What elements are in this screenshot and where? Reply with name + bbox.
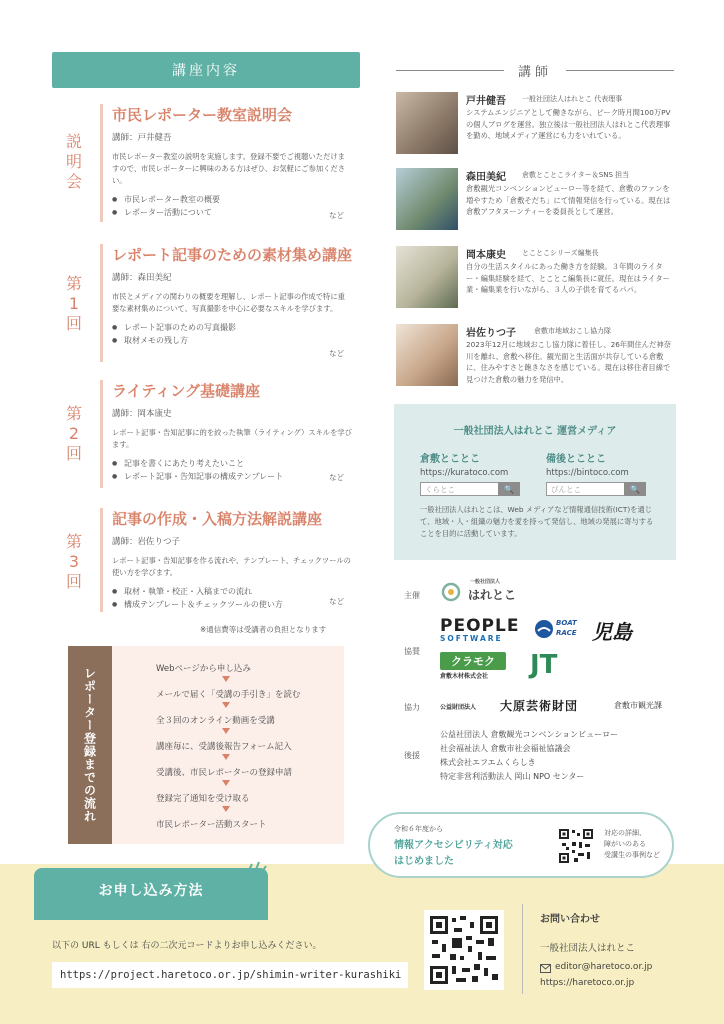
- media-bintoco: [546, 450, 666, 496]
- instructor-bio: システムエンジニアとして働きながら、ピーク時月間100万PVの個人ブログを運営。独立後は一般社団法人はれとこ代表理事を勤め、地域メディア運営にも力をいれている。: [466, 108, 671, 140]
- contact-email-link[interactable]: editor@haretoco.or.jp: [555, 962, 653, 972]
- list-item: ● 取材・執筆・校正・入稿までの流れ: [112, 585, 352, 598]
- instructor-photo: [396, 92, 458, 154]
- course-etc: など: [329, 597, 344, 606]
- flow-step: 全３回のオンライン動画を受講: [156, 716, 275, 726]
- course-topics: [112, 193, 352, 219]
- instructor-name: 戸井健吾: [466, 96, 506, 107]
- fee-note: ※通信費等は受講者の負担となります: [200, 625, 327, 634]
- course-block-2: [52, 380, 352, 490]
- kuramoku-logo: クラモク 倉敷木材株式会社: [440, 652, 520, 682]
- instructor-role: 一般社団法人はれとこ 代表理事: [522, 95, 623, 103]
- media-title: 一般社団法人はれとこ 運営メディア: [453, 426, 617, 437]
- flow-arrow-icon: [222, 780, 230, 786]
- apply-url-link[interactable]: https://project.haretoco.or.jp/shimin-writer-kurashiki: [52, 962, 408, 988]
- accessibility-title: 情報アクセシビリティ対応: [394, 840, 513, 851]
- course-etc: など: [329, 473, 344, 482]
- jt-logo: JT: [530, 650, 558, 680]
- accessibility-qr-code[interactable]: [558, 828, 594, 864]
- course-instructor: 講師：森田美紀: [112, 273, 172, 283]
- apply-header: お申し込み方法: [34, 868, 268, 912]
- course-title: レポート記事のための素材集め講座: [112, 246, 353, 264]
- course-block-1: [52, 244, 352, 364]
- ohara-prefix: 公益財団法人: [440, 704, 477, 711]
- flow-arrow-icon: [222, 702, 230, 708]
- search-icon[interactable]: 🔍: [624, 482, 646, 496]
- course-section-header: 講座内容: [52, 52, 360, 88]
- registration-flow: [112, 646, 344, 844]
- course-title: 市民レポーター教室説明会: [112, 106, 293, 124]
- course-side-label: 第 3 回: [65, 532, 82, 591]
- support-label: 後援: [404, 751, 420, 760]
- instructor-role: 倉敷とことこライター＆SNS 担当: [522, 171, 630, 179]
- contact-divider: [522, 904, 523, 994]
- course-divider: [100, 380, 103, 488]
- ohara-logo: 大原芸術財団: [500, 699, 579, 713]
- flow-arrow-icon: [222, 754, 230, 760]
- course-divider: [100, 508, 103, 612]
- contact-web-link[interactable]: https://haretoco.or.jp: [540, 978, 635, 988]
- instructor-name: 岡本康史: [466, 250, 506, 261]
- flow-step: メールで届く「受講の手引き」を読む: [156, 690, 301, 700]
- instructor-bio: 倉敷観光コンベンションビューロー等を経て、倉敷のファンを増やすため「倉敷そだち」にて情報発信を行っている。現在は倉敷アフタヌーンティーを委員長として運営。: [466, 184, 671, 216]
- accessibility-title-2: はじめました: [394, 856, 454, 867]
- organizer-name: はれとこ: [468, 588, 517, 602]
- accessibility-bubble: [368, 812, 674, 878]
- organizer-label: 主催: [404, 591, 420, 600]
- course-instructor: 講師：戸井健吾: [112, 133, 172, 143]
- list-item: 社会福祉法人 倉敷市社会福祉協議会: [440, 744, 571, 753]
- flow-step: 登録完了通知を受け取る: [156, 794, 250, 804]
- instructor-header: 講師: [396, 60, 674, 80]
- course-instructor: 講師：岡本康史: [112, 409, 172, 419]
- course-title: ライティング基礎講座: [112, 382, 261, 400]
- course-title: 記事の作成・入稿方法解説講座: [112, 510, 323, 528]
- list-item: 株式会社エフエムくらしき: [440, 758, 536, 767]
- contact-title: お問い合わせ: [540, 914, 600, 925]
- course-etc: など: [329, 349, 344, 358]
- media-box: [394, 404, 676, 560]
- instructor-card: [396, 246, 674, 310]
- course-divider: [100, 104, 103, 222]
- list-item: ● 記事を書くにあたり考えたいこと: [112, 457, 352, 470]
- course-description: 市民とメディアの関わりの概要を理解し、レポート記事の作成で特に重要な素材集めについて、写真撮影を中心に必要なスキルを学びます。: [112, 292, 345, 313]
- cosponsor-label: 協賛: [404, 647, 420, 656]
- list-item: 特定非営利活動法人 岡山 NPO センター: [440, 772, 585, 781]
- instructor-role: 倉敷市地域おこし協力隊: [534, 327, 611, 335]
- course-topics: [112, 585, 352, 611]
- instructor-photo: [396, 246, 458, 308]
- course-description: 市民レポーター教室の説明を実施します。登録不要でご視聴いただけますので、市民レポーターに興味のある方はぜひ、お気軽にご参加ください。: [112, 152, 346, 185]
- list-item: ● 取材メモの残し方: [112, 334, 352, 347]
- flow-step: 受講後、市民レポーターの登録申請: [156, 768, 293, 778]
- cooperation-label: 協力: [404, 703, 420, 712]
- course-block-3: [52, 508, 352, 614]
- haretoco-logo-icon: [440, 581, 462, 603]
- course-side-label: 第 1 回: [65, 274, 82, 333]
- course-side-label: 第 2 回: [65, 404, 82, 463]
- sparkle-decoration-icon: [246, 858, 268, 876]
- course-block-intro: [52, 104, 352, 224]
- haretoco-logo: [440, 578, 520, 606]
- list-item: ● 市民レポーター教室の概要: [112, 193, 352, 206]
- instructor-photo: [396, 324, 458, 386]
- flow-arrow-icon: [222, 806, 230, 812]
- list-item: ● 構成テンプレート＆チェックツールの使い方: [112, 598, 352, 611]
- instructor-bio: 2023年12月に地域おこし協力隊に着任し、26年間住んだ神奈川を離れ、倉敷へ移住。観光面と生活面が共存している倉敷に、住みやすさと飽きなさを感じている。現在は移住者目線で見つけた倉敷の魅力を発信中。: [466, 340, 671, 384]
- course-topics: [112, 457, 352, 483]
- support-list: [440, 728, 618, 784]
- list-item: ● レポート記事・告知記事の構成テンプレート: [112, 470, 352, 483]
- flow-step: Webページから申し込み: [156, 664, 251, 674]
- list-item: ● レポーター活動について: [112, 206, 352, 219]
- course-side-label: 説 明 会: [65, 132, 82, 191]
- boat-race-logo: BOAT RACE: [534, 617, 570, 641]
- mail-icon: [540, 964, 551, 973]
- instructor-card: [396, 92, 674, 156]
- course-divider: [100, 244, 103, 362]
- accessibility-details: 対応の詳細、 障がいのある 受講生の事例など: [604, 829, 660, 859]
- media-name: 備後とことこ: [546, 454, 606, 465]
- boat-race-icon: [534, 619, 554, 639]
- media-url-link[interactable]: https://bintoco.com: [546, 468, 629, 478]
- organizer-sublabel: 一般社団法人: [470, 579, 501, 585]
- flow-arrow-icon: [222, 676, 230, 682]
- media-kuratoco: [420, 450, 540, 496]
- accessibility-subtitle: 令和６年度から: [394, 825, 443, 833]
- list-item: ● レポート記事のための写真撮影: [112, 321, 352, 334]
- flow-step: 講座毎に、受講後報告フォーム記入: [156, 742, 292, 752]
- tourism-division: 倉敷市観光課: [614, 701, 662, 710]
- course-etc: など: [329, 211, 344, 220]
- course-description: レポート記事・告知記事を作る流れや、テンプレート、チェックツールの使い方を学びます。: [112, 556, 351, 577]
- contact-org: 一般社団法人はれとこ: [540, 943, 636, 954]
- media-description: 一般社団法人はれとこは、Web メディアなど情報通信技術(ICT)を通じて、地域・人・組織の魅力を愛を持って発信し、地域の発展に寄与することを目的に活動しています。: [420, 505, 654, 538]
- course-instructor: 講師：岩佐りつ子: [112, 537, 181, 547]
- course-topics: [112, 321, 352, 347]
- instructor-bio: 自分の生活スタイルにあった働き方を経験。３年間のライター・編集経験を経て、とことこ編集長に就任。現在はライター業・編集業を行いながら、３人の子供を育てるパパ。: [466, 262, 670, 294]
- media-name: 倉敷とことこ: [420, 454, 480, 465]
- list-item: 公益社団法人 倉敷観光コンベンションビューロー: [440, 730, 619, 739]
- instructor-role: とことこシリーズ編集長: [522, 249, 599, 257]
- people-software-logo: PEOPLE SOFTWARE: [440, 616, 520, 643]
- flow-step: 市民レポーター活動スタート: [156, 820, 267, 830]
- search-input[interactable]: くらとこ 🔍: [420, 482, 520, 496]
- search-icon[interactable]: 🔍: [498, 482, 520, 496]
- course-description: レポート記事・告知記事に的を絞った執筆（ライティング）スキルを学びます。: [112, 428, 352, 449]
- instructor-card: [396, 324, 674, 394]
- instructor-name: 岩佐りつ子: [466, 328, 516, 339]
- apply-instructions: 以下の URL もしくは 右の二次元コードよりお申し込みください。: [52, 941, 322, 951]
- flow-tab-label: レポーター登録までの流れ: [68, 646, 112, 844]
- kojima-logo: 児島: [592, 620, 632, 644]
- media-url-link[interactable]: https://kuratoco.com: [420, 468, 509, 478]
- instructor-photo: [396, 168, 458, 230]
- flow-arrow-icon: [222, 728, 230, 734]
- search-input[interactable]: びんとこ 🔍: [546, 482, 646, 496]
- instructor-card: [396, 168, 674, 232]
- apply-qr-code[interactable]: [424, 910, 504, 990]
- instructor-name: 森田美紀: [466, 172, 506, 183]
